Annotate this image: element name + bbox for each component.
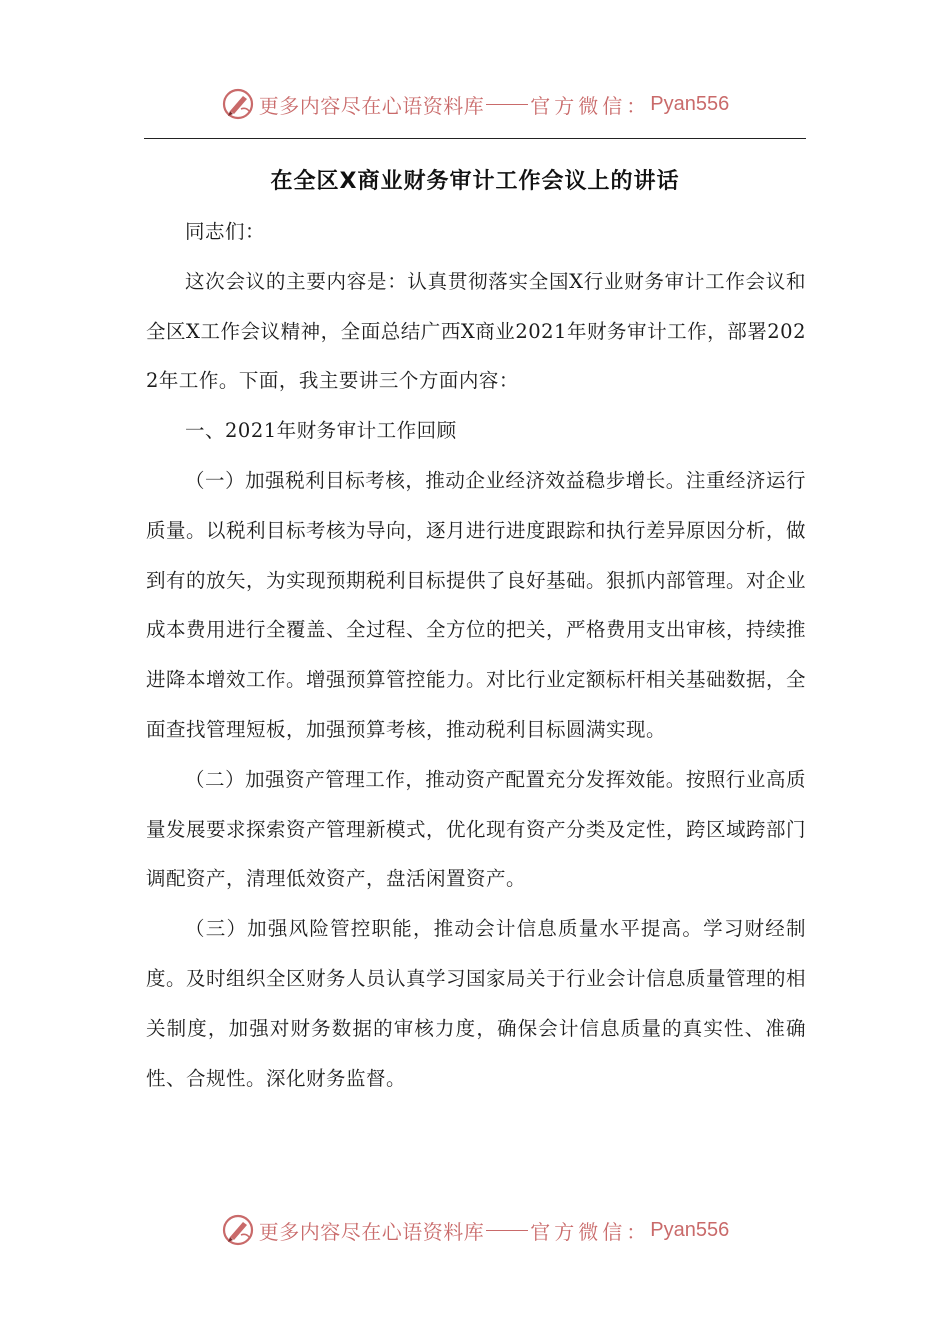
watermark-dash — [486, 104, 528, 105]
watermark-wechat-id: Pyan556 — [650, 1218, 730, 1241]
paragraph-intro: 这次会议的主要内容是：认真贯彻落实全国X行业财务审计工作会议和全区X工作会议精神，全面总结广西X商业2021年财务审计工作，部署2022年工作。下面，我主要讲三个方面内容： — [146, 269, 806, 393]
pen-logo-icon — [221, 1213, 255, 1247]
paragraph-item-1: （一）加强税利目标考核，推动企业经济效益稳步增长。注重经济运行质量。以税利目标考核为导向，逐月进行进度跟踪和执行差异原因分析，做到有的放矢，为实现预期税利目标提供了良好基础。狠抓内部管理。对企业成本费用进行全覆盖、全过程、全方位的把关，严格费用支出审核，持续推进降本增效工作。增强预算管控能力。对比行业定额标杆相关基础数据，全面查找管理短板，加强预算考核，推动税利目标圆满实现。 — [146, 468, 807, 741]
watermark-wechat-label: 官方微信： — [530, 93, 651, 118]
section-heading: 一、2021年财务审计工作回顾 — [185, 419, 457, 443]
header-watermark — [0, 82, 950, 126]
pen-logo-icon — [221, 87, 255, 121]
watermark-dash — [486, 1230, 528, 1231]
paragraph-item-2: （二）加强资产管理工作，推动资产配置充分发挥效能。按照行业高质量发展要求探索资产管理新模式，优化现有资产分类及定性，跨区域跨部门调配资产，清理低效资产，盘活闲置资产。 — [146, 767, 807, 891]
watermark-text: 更多内容尽在心语资料库 — [258, 1219, 485, 1244]
document-title: 在全区X商业财务审计工作会议上的讲话 — [270, 169, 680, 194]
watermark-wechat-id: Pyan556 — [650, 92, 730, 115]
paragraph-item-3: （三）加强风险管控职能，推动会计信息质量水平提高。学习财经制度。及时组织全区财务人员认真学习国家局关于行业会计信息质量管理的相关制度，加强对财务数据的审核力度，确保会计信息质量的真实性、准确性、合规性。深化财务监督。 — [146, 917, 807, 1090]
footer-watermark — [0, 1208, 950, 1252]
document-body — [146, 207, 806, 1103]
watermark-wechat-label: 官方微信： — [530, 1219, 651, 1244]
header-divider — [144, 138, 806, 139]
greeting: 同志们： — [185, 220, 266, 243]
watermark-text: 更多内容尽在心语资料库 — [258, 93, 485, 118]
